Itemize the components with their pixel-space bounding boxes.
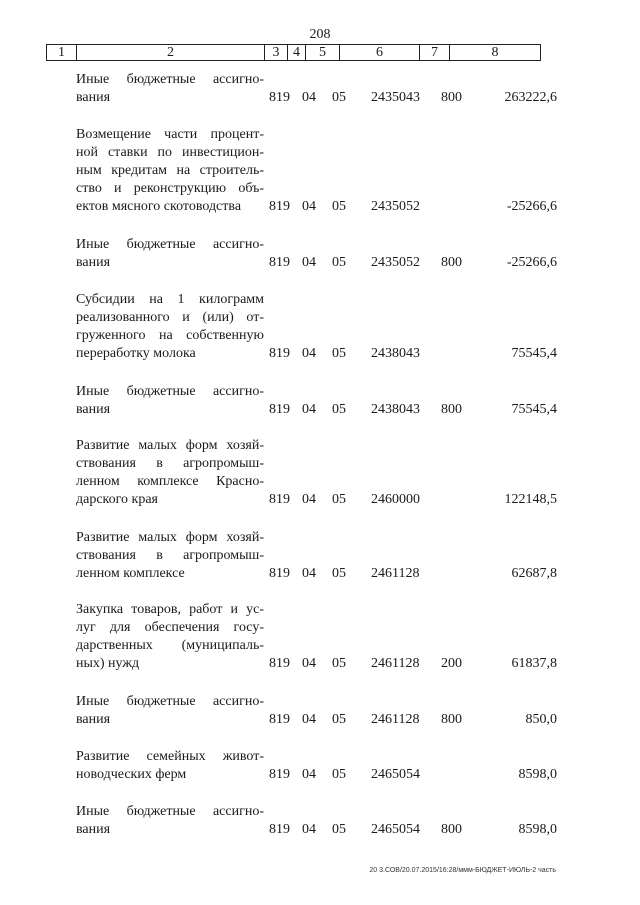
row-cell-col5: 05 — [332, 402, 346, 417]
row-cell-col8: -25266,6 — [506, 255, 557, 270]
row-cell-col3: 819 — [269, 255, 290, 270]
description-line: Иные бюджетные ассигно- — [76, 384, 264, 399]
description-line: Иные бюджетные ассигно- — [76, 804, 264, 819]
description-line: вания — [76, 255, 111, 270]
description-line: Возмещение части процент- — [76, 127, 264, 142]
row-cell-col4: 04 — [302, 346, 316, 361]
row-cell-col7: 800 — [441, 402, 462, 417]
row-cell-col8: -25266,6 — [506, 199, 557, 214]
row-description — [76, 236, 264, 272]
description-line: ствования в агропромыш- — [76, 456, 264, 471]
description-line: ствования в агропромыш- — [76, 548, 264, 563]
row-cell-col4: 04 — [302, 822, 316, 837]
row-cell-col3: 819 — [269, 492, 290, 507]
description-line: ных) нужд — [76, 656, 140, 671]
row-cell-col5: 05 — [332, 712, 346, 727]
description-line: ной ставки по инвестицион- — [76, 145, 264, 160]
column-header-7: 7 — [420, 45, 450, 61]
row-description — [76, 803, 264, 839]
column-header-4: 4 — [288, 45, 306, 61]
row-cell-col8: 75545,4 — [511, 346, 557, 361]
row-description — [76, 748, 264, 784]
row-cell-col7: 800 — [441, 90, 462, 105]
row-description — [76, 383, 264, 419]
row-cell-col6: 2461128 — [371, 712, 420, 727]
description-line: Развитие малых форм хозяй- — [76, 438, 264, 453]
row-cell-col3: 819 — [269, 712, 290, 727]
row-cell-col8: 8598,0 — [518, 822, 557, 837]
description-line: Субсидии на 1 килограмм — [76, 292, 264, 307]
row-cell-col4: 04 — [302, 492, 316, 507]
row-cell-col5: 05 — [332, 566, 346, 581]
description-line: Развитие малых форм хозяй- — [76, 530, 264, 545]
row-description — [76, 291, 264, 363]
row-cell-col6: 2461128 — [371, 566, 420, 581]
row-cell-col7: 200 — [441, 656, 462, 671]
row-description — [76, 601, 264, 673]
row-cell-col4: 04 — [302, 255, 316, 270]
description-line: Иные бюджетные ассигно- — [76, 237, 264, 252]
page-number: 208 — [309, 27, 331, 42]
description-line: дарственных (муниципаль- — [76, 638, 264, 653]
row-cell-col8: 62687,8 — [511, 566, 557, 581]
row-description — [76, 529, 264, 583]
description-line: ленном комплексе — [76, 566, 185, 581]
description-line: ектов мясного скотоводства — [76, 199, 242, 214]
row-cell-col4: 04 — [302, 199, 316, 214]
description-line: реализованного и (или) от- — [76, 310, 264, 325]
row-cell-col5: 05 — [332, 656, 346, 671]
description-line: новодческих ферм — [76, 767, 187, 782]
row-cell-col8: 8598,0 — [518, 767, 557, 782]
row-cell-col7: 800 — [441, 712, 462, 727]
description-line: переработку молока — [76, 346, 196, 361]
row-description — [76, 126, 264, 216]
description-line: дарского края — [76, 492, 158, 507]
description-line: вания — [76, 712, 111, 727]
column-header-3: 3 — [265, 45, 288, 61]
row-cell-col7: 800 — [441, 822, 462, 837]
description-line: Закупка товаров, работ и ус- — [76, 602, 264, 617]
description-line: вания — [76, 402, 111, 417]
row-description — [76, 437, 264, 509]
column-header-6: 6 — [340, 45, 420, 61]
row-cell-col5: 05 — [332, 255, 346, 270]
row-cell-col4: 04 — [302, 767, 316, 782]
row-cell-col7: 800 — [441, 255, 462, 270]
row-cell-col6: 2435052 — [371, 199, 420, 214]
row-description — [76, 71, 264, 107]
row-cell-col8: 122148,5 — [504, 492, 557, 507]
description-line: Иные бюджетные ассигно- — [76, 72, 264, 87]
row-description — [76, 693, 264, 729]
description-line: луг для обеспечения госу- — [76, 620, 264, 635]
row-cell-col4: 04 — [302, 656, 316, 671]
row-cell-col4: 04 — [302, 90, 316, 105]
row-cell-col5: 05 — [332, 199, 346, 214]
row-cell-col5: 05 — [332, 767, 346, 782]
row-cell-col6: 2460000 — [371, 492, 420, 507]
row-cell-col3: 819 — [269, 566, 290, 581]
column-header-8: 8 — [450, 45, 541, 61]
row-cell-col3: 819 — [269, 346, 290, 361]
row-cell-col3: 819 — [269, 199, 290, 214]
row-cell-col5: 05 — [332, 346, 346, 361]
row-cell-col5: 05 — [332, 822, 346, 837]
row-cell-col3: 819 — [269, 90, 290, 105]
column-header-1: 1 — [47, 45, 77, 61]
row-cell-col8: 263222,6 — [504, 90, 557, 105]
row-cell-col3: 819 — [269, 656, 290, 671]
description-line: вания — [76, 90, 111, 105]
row-cell-col3: 819 — [269, 767, 290, 782]
row-cell-col4: 04 — [302, 712, 316, 727]
row-cell-col8: 850,0 — [525, 712, 557, 727]
description-line: ным кредитам на строитель- — [76, 163, 264, 178]
row-cell-col3: 819 — [269, 822, 290, 837]
row-cell-col8: 61837,8 — [511, 656, 557, 671]
column-header-5: 5 — [306, 45, 340, 61]
row-cell-col4: 04 — [302, 402, 316, 417]
description-line: ленном комплексе Красно- — [76, 474, 264, 489]
row-cell-col6: 2435043 — [371, 90, 420, 105]
description-line: груженного на собственную — [76, 328, 264, 343]
column-header-2: 2 — [77, 45, 265, 61]
row-cell-col6: 2438043 — [371, 402, 420, 417]
description-line: вания — [76, 822, 111, 837]
description-line: ство и реконструкцию объ- — [76, 181, 264, 196]
row-cell-col6: 2438043 — [371, 346, 420, 361]
description-line: Иные бюджетные ассигно- — [76, 694, 264, 709]
row-cell-col8: 75545,4 — [511, 402, 557, 417]
description-line: Развитие семейных живот- — [76, 749, 264, 764]
row-cell-col6: 2435052 — [371, 255, 420, 270]
row-cell-col6: 2461128 — [371, 656, 420, 671]
row-cell-col4: 04 — [302, 566, 316, 581]
row-cell-col5: 05 — [332, 492, 346, 507]
row-cell-col3: 819 — [269, 402, 290, 417]
row-cell-col6: 2465054 — [371, 767, 420, 782]
footer-note: 20 3.СОВ/20.07.2015/16:28/ммм-БЮДЖЕТ-ИЮЛЬ-2 часть — [369, 867, 556, 874]
row-cell-col6: 2465054 — [371, 822, 420, 837]
row-cell-col5: 05 — [332, 90, 346, 105]
